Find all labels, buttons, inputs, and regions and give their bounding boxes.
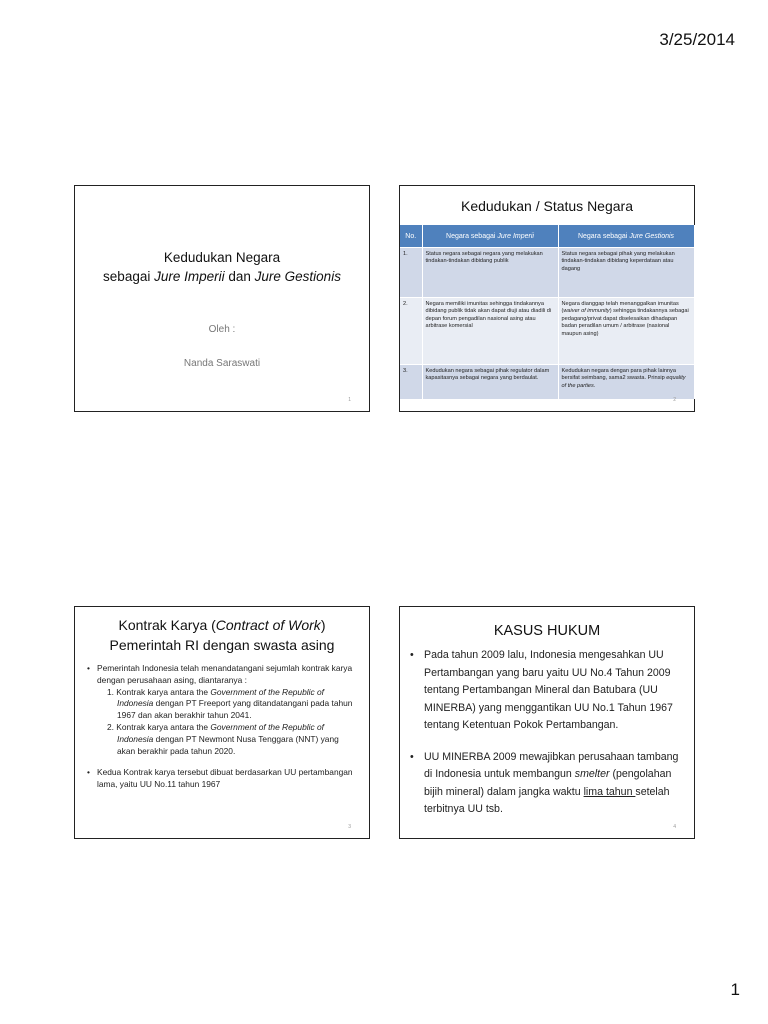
slide-1 xyxy=(74,185,370,412)
bullet-item: • UU MINERBA 2009 mewajibkan perusahaan tambang di Indonesia untuk membangun smelter (pengolahan bijih mineral) dalam jangka waktu lima tahun setelah terbitnya UU tsb. xyxy=(410,749,680,819)
print-date: 3/25/2014 xyxy=(659,30,735,49)
cell-imperii: Status negara sebagai negara yang melakukan tindakan-tindakan dibidang publik xyxy=(422,248,558,298)
slide-3 xyxy=(74,606,370,839)
page-number: 1 xyxy=(730,980,740,999)
col-header-imperii: Negara sebagai Jure Imperii xyxy=(422,225,558,248)
slide-4 xyxy=(399,606,695,839)
bullet-item: • Pada tahun 2009 lalu, Indonesia mengesahkan UU Pertambangan yang baru yaitu UU No.4 Tahun 2009 tentang Pertambangan Mineral dan Batubara (UU MINERBA) yang menggantikan UU No.1 Tahun 1967 tentang Ketentuan Pokok Pertambangan. xyxy=(410,647,680,735)
cell-gestionis: Status negara sebagai pihak yang melakukan tindakan-tindakan dibidang keperdataan atau dagang xyxy=(558,248,694,298)
author-label: Oleh : xyxy=(208,324,236,335)
status-table xyxy=(400,225,695,399)
cell-imperii: Negara memiliki imunitas sehingga tindakannya dibidang publik tidak akan dapat diuji atau diadili di depan forum pengadilan nasional asing atau arbitrase komersial xyxy=(422,298,558,365)
col-header-gestionis: Negara sebagai Jure Gestionis xyxy=(558,225,694,248)
table-row xyxy=(400,298,694,365)
slide-number: 3 xyxy=(348,824,351,830)
slide-4-title: KASUS HUKUM xyxy=(493,623,601,639)
bullet-item: • Pemerintah Indonesia telah menandatangani sejumlah kontrak karya dengan perusahaan asing, diantaranya : xyxy=(87,663,357,687)
title-line-2-prefix: sebagai xyxy=(103,269,155,284)
row-number: 1. xyxy=(400,248,422,298)
slide-2-title: Kedudukan / Status Negara xyxy=(460,198,633,214)
slide-3-body xyxy=(87,663,357,791)
sub-item: 1. Kontrak karya antara the Government of the Republic of Indonesia dengan PT Freeport yang ditandatangani pada tahun 1967 dan akan berakhir tahun 2041. xyxy=(107,686,353,721)
cell-imperii: Kedudukan negara sebagai pihak regulator dalam kapasitasnya sebagai negara yang berdaulat. xyxy=(422,365,558,400)
cell-gestionis: Negara dianggap telah menanggalkan imunitas (waiver of immunity) sehingga tindakannya sebagai pedagang/privat dapat diselesaikan dihadapan badan peradilan umum / arbitrase (nasional maupun asing) xyxy=(558,298,694,365)
slide-number: 4 xyxy=(673,824,676,830)
sub-item: 2. Kontrak karya antara the Government of the Republic of Indonesia dengan PT Newmont Nusa Tenggara (NNT) yang akan berakhir pada tahun 2020. xyxy=(107,721,339,756)
table-row xyxy=(400,365,694,400)
title-line-2-mid: dan xyxy=(224,269,255,284)
slide-1-title xyxy=(75,248,369,286)
slide-2 xyxy=(399,185,695,412)
title-italic-jure-imperii: Jure Imperii xyxy=(154,269,225,284)
title-line-1: Kedudukan Negara xyxy=(163,250,281,265)
row-number: 2. xyxy=(400,298,422,365)
row-number: 3. xyxy=(400,365,422,400)
author-name: Nanda Saraswati xyxy=(183,358,261,369)
slide-4-body xyxy=(410,647,680,819)
slide-3-title: Kontrak Karya (Contract of Work) Pemerintah RI dengan swasta asing xyxy=(109,617,335,653)
table-row xyxy=(400,248,694,298)
slide-number: 1 xyxy=(348,397,351,403)
slide-number: 2 xyxy=(673,397,676,403)
cell-gestionis: Kedudukan negara dengan para pihak lainnya bersifat seimbang, sama2 swasta. Prinsip equality of the parties. xyxy=(558,365,694,400)
bullet-item: • Kedua Kontrak karya tersebut dibuat berdasarkan UU pertambangan lama, yaitu UU No.11 tahun 1967 xyxy=(87,767,357,791)
title-italic-jure-gestionis: Jure Gestionis xyxy=(254,269,341,284)
col-header-no: No. xyxy=(400,225,422,248)
